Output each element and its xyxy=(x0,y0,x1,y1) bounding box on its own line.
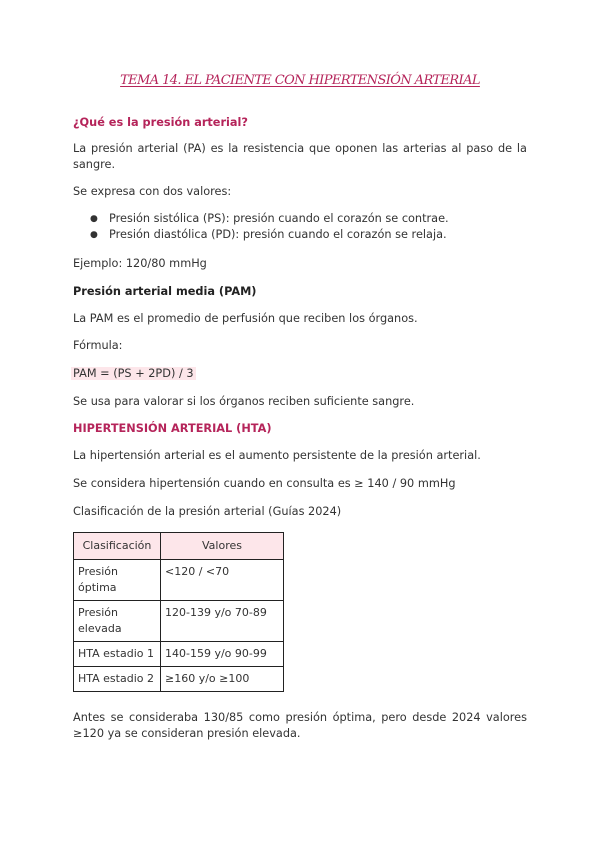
list-item: ● Presión diastólica (PD): presión cuando el corazón se relaja. xyxy=(90,228,447,241)
hta-definition-paragraph: La hipertensión arterial es el aumento persistente de la presión arterial. xyxy=(73,449,481,462)
column-header-values: Valores xyxy=(161,533,284,560)
section-heading-what-is-bp: ¿Qué es la presión arterial? xyxy=(73,116,248,129)
example-paragraph: Ejemplo: 120/80 mmHg xyxy=(73,257,207,270)
table-row xyxy=(74,601,284,642)
hta-threshold-paragraph: Se considera hipertensión cuando en consulta es ≥ 140 / 90 mmHg xyxy=(73,477,456,490)
table-cell: Presión óptima xyxy=(74,560,161,601)
table-row xyxy=(74,560,284,601)
section-heading-pam: Presión arterial media (PAM) xyxy=(73,285,257,298)
page-title: TEMA 14. EL PACIENTE CON HIPERTENSIÓN ARTERIAL xyxy=(120,73,480,88)
table-cell: HTA estadio 2 xyxy=(74,667,161,692)
table-header-row xyxy=(74,533,284,560)
list-item: ● Presión sistólica (PS): presión cuando el corazón se contrae. xyxy=(90,212,449,225)
table-cell: 140-159 y/o 90-99 xyxy=(161,642,284,667)
bullet-icon: ● xyxy=(90,230,98,240)
bp-definition-paragraph: La presión arterial (PA) es la resistencia que oponen las arterias al paso de la sangre. xyxy=(73,142,527,171)
table-row xyxy=(74,642,284,667)
note-paragraph: Antes se consideraba 130/85 como presión óptima, pero desde 2024 valores ≥120 ya se consideran presión elevada. xyxy=(73,711,527,740)
pam-definition-paragraph: La PAM es el promedio de perfusión que reciben los órganos. xyxy=(73,312,418,325)
bp-values-list xyxy=(90,211,449,243)
column-header-classification: Clasificación xyxy=(74,533,161,560)
pam-formula xyxy=(73,366,196,382)
expressed-paragraph: Se expresa con dos valores: xyxy=(73,185,232,198)
table-cell: ≥160 y/o ≥100 xyxy=(161,667,284,692)
table-cell: Presión elevada xyxy=(74,601,161,642)
formula-label: Fórmula: xyxy=(73,339,123,352)
classification-table xyxy=(73,532,284,692)
table-cell: <120 / <70 xyxy=(161,560,284,601)
formula-highlight: PAM = (PS + 2PD) / 3 xyxy=(73,367,194,380)
pam-usage-paragraph: Se usa para valorar si los órganos reciben suficiente sangre. xyxy=(73,395,415,408)
table-row xyxy=(74,667,284,692)
table-cell: 120-139 y/o 70-89 xyxy=(161,601,284,642)
bullet-icon: ● xyxy=(90,214,98,224)
table-cell: HTA estadio 1 xyxy=(74,642,161,667)
section-heading-hta: HIPERTENSIÓN ARTERIAL (HTA) xyxy=(73,422,272,435)
table-caption: Clasificación de la presión arterial (Guías 2024) xyxy=(73,505,342,518)
